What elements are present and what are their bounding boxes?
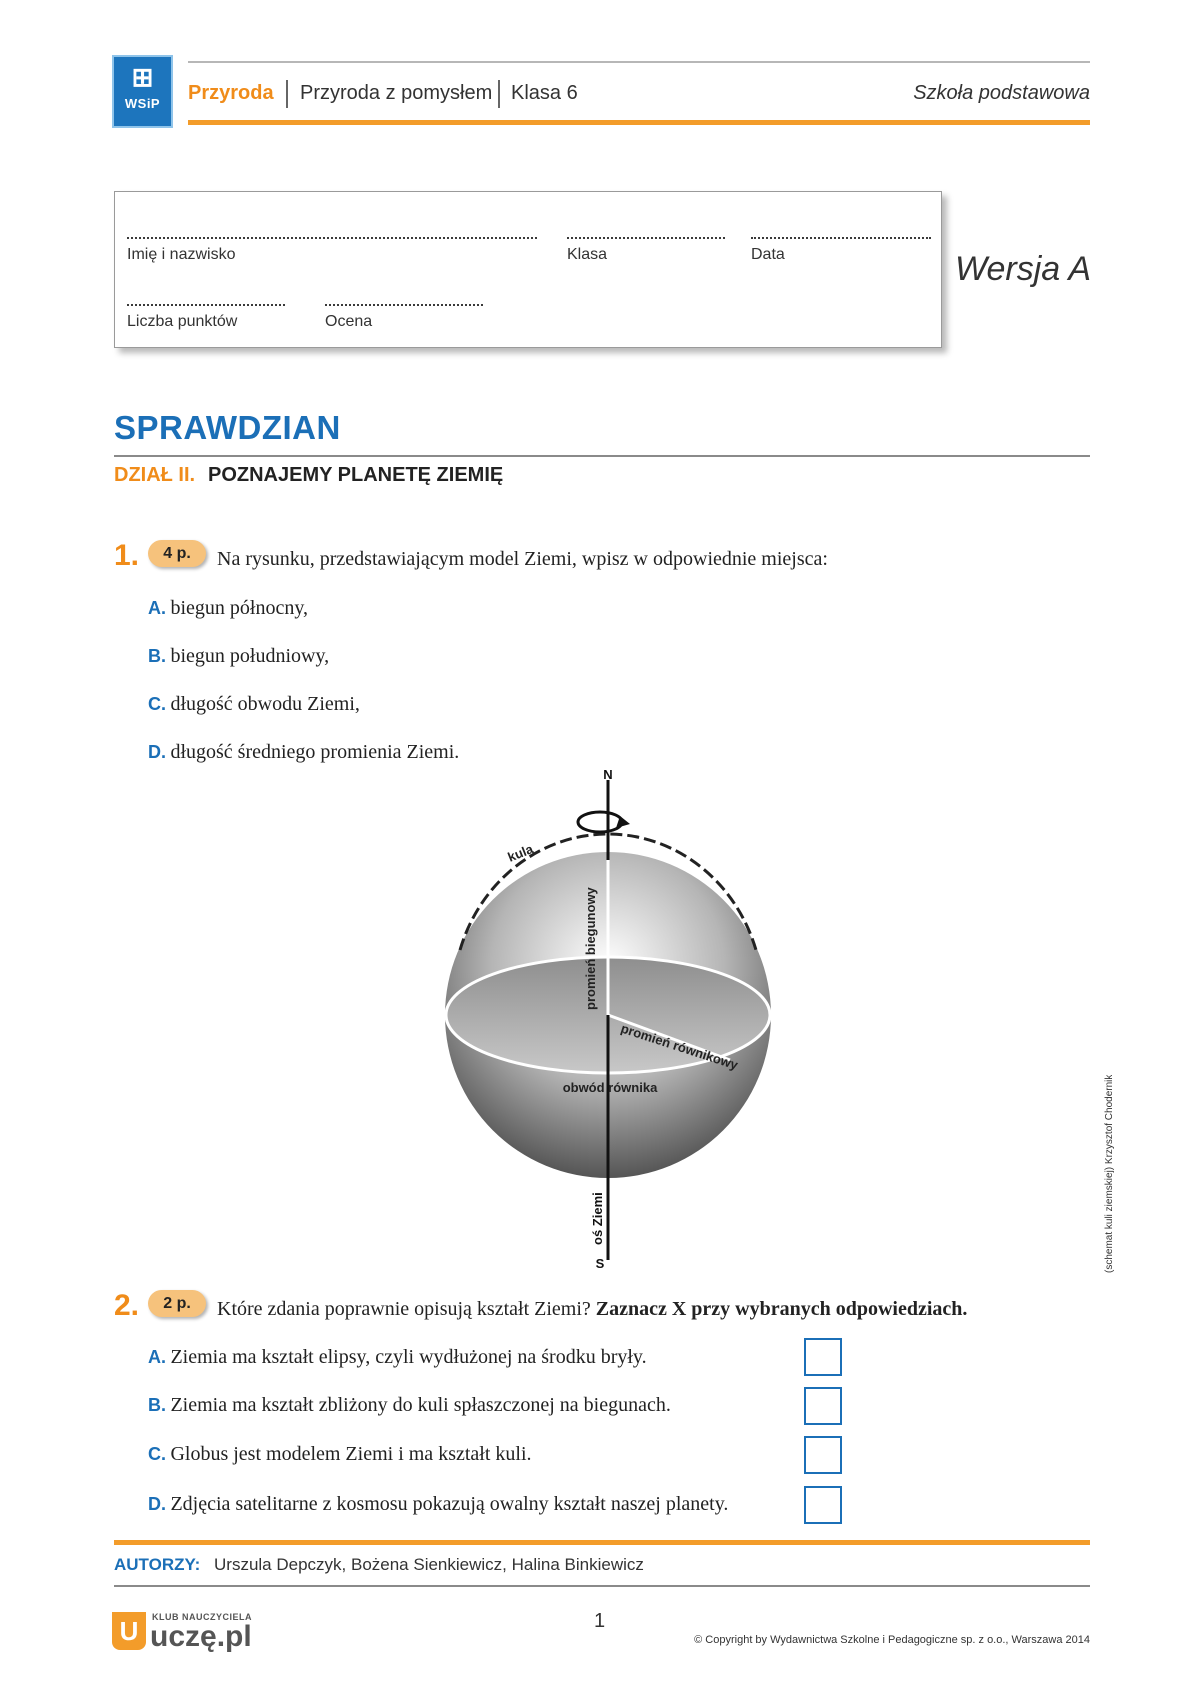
task1-question: Na rysunku, przedstawiającym model Ziemi, wpisz w odpowiednie miejsca: [217,548,828,570]
class-label: Klasa [567,246,608,263]
student-info-box [114,191,942,348]
date-field[interactable] [751,237,931,239]
option-text: Ziemia ma kształt elipsy, czyli wydłużonej na środku bryły. [170,1346,647,1368]
south-label: S [595,1256,605,1270]
option-letter: D. [148,1494,166,1514]
option-text: biegun północny, [170,597,309,619]
header-bottom-rule [188,120,1090,125]
equatorial-radius-label: promień równikowy [619,1020,740,1073]
wsip-logo [112,55,173,128]
task2-option-c [148,1443,532,1466]
title-rule [114,455,1090,457]
version-label: Wersja A [955,250,1092,288]
task2-number: 2. [114,1289,140,1322]
points-label: Liczba punktów [127,313,238,330]
task2-checkbox-b[interactable] [804,1387,842,1425]
header-series: Przyroda z pomysłem [300,82,493,104]
option-letter: B. [148,1395,166,1415]
task2-question-line [217,1298,967,1321]
option-letter: C. [148,694,166,714]
footer-bottom-rule [114,1585,1090,1587]
grade-label: Ocena [325,313,373,330]
date-label: Data [751,246,785,263]
task2-question: Które zdania poprawnie opisują kształt Ziemi? [217,1298,591,1320]
logo-glyph-icon: ⊞ [131,62,154,92]
task2-points-badge: 2 p. [148,1290,206,1317]
task2-option-d [148,1493,728,1516]
earth-model-diagram [430,770,790,1270]
header-separator [498,80,500,108]
option-text: długość obwodu Ziemi, [170,693,360,715]
north-label: N [603,770,613,782]
task1-option-b [148,645,329,668]
section-label: DZIAŁ II. [114,464,196,486]
option-text: Globus jest modelem Ziemi i ma kształt kuli. [170,1443,532,1465]
option-text: długość średniego promienia Ziemi. [170,741,460,763]
section-name: POZNAJEMY PLANETĘ ZIEMIĘ [208,464,504,486]
page-number: 1 [594,1610,606,1632]
figure-credit-text: (schemat kuli ziemskiej) Krzysztof Chodernik [1104,1075,1115,1273]
task2-instruction: Zaznacz X przy wybranych odpowiedziach. [595,1298,968,1320]
polar-radius-label: promień biegunowy [583,887,598,1010]
task1-option-c [148,693,360,716]
copyright: © Copyright by Wydawnictwa Szkolne i Pedagogiczne sp. z o.o., Warszawa 2014 [694,1634,1090,1646]
name-label: Imię i nazwisko [127,246,236,263]
option-letter: A. [148,598,166,618]
ucze-logo-icon: U [112,1612,146,1650]
task2-checkbox-c[interactable] [804,1436,842,1474]
task2-checkbox-d[interactable] [804,1486,842,1524]
name-field[interactable] [127,237,537,239]
rotation-arrow-icon [578,812,622,832]
header-class: Klasa 6 [511,82,578,104]
logo-text: WSiP [124,96,161,111]
task1-points-badge: 4 p. [148,540,206,567]
club-label: KLUB NAUCZYCIELA [152,1612,252,1622]
class-field[interactable] [567,237,725,239]
task1-number: 1. [114,539,140,572]
option-letter: A. [148,1347,166,1367]
authors-names: Urszula Depczyk, Bożena Sienkiewicz, Halina Binkiewicz [214,1555,644,1574]
option-letter: B. [148,646,166,666]
footer-top-rule [114,1540,1090,1545]
option-text: Ziemia ma kształt zbliżony do kuli spłaszczonej na biegunach. [170,1394,671,1416]
ucze-logo-text: uczę.pl [150,1620,252,1653]
task1-option-a [148,597,308,620]
option-letter: D. [148,742,166,762]
header-top-rule [188,61,1090,63]
points-field[interactable] [127,304,285,306]
equator-circumference-label: obwód równika [562,1080,658,1095]
grade-field[interactable] [325,304,483,306]
figure-credit [1098,1075,1118,1275]
page-title: SPRAWDZIAN [114,409,341,446]
task2-option-b [148,1394,671,1417]
option-text: Zdjęcia satelitarne z kosmosu pokazują owalny kształt naszej planety. [170,1493,729,1515]
sphere-label: kula [505,841,536,865]
header-subject: Przyroda [188,82,274,104]
axis-label: oś Ziemi [590,1192,605,1245]
option-letter: C. [148,1444,166,1464]
header-separator [286,80,288,108]
option-text: biegun południowy, [170,645,330,667]
task2-checkbox-a[interactable] [804,1338,842,1376]
task2-option-a [148,1346,647,1369]
authors-label: AUTORZY: [114,1555,201,1574]
header-school: Szkoła podstawowa [913,82,1090,104]
task1-option-d [148,741,459,764]
